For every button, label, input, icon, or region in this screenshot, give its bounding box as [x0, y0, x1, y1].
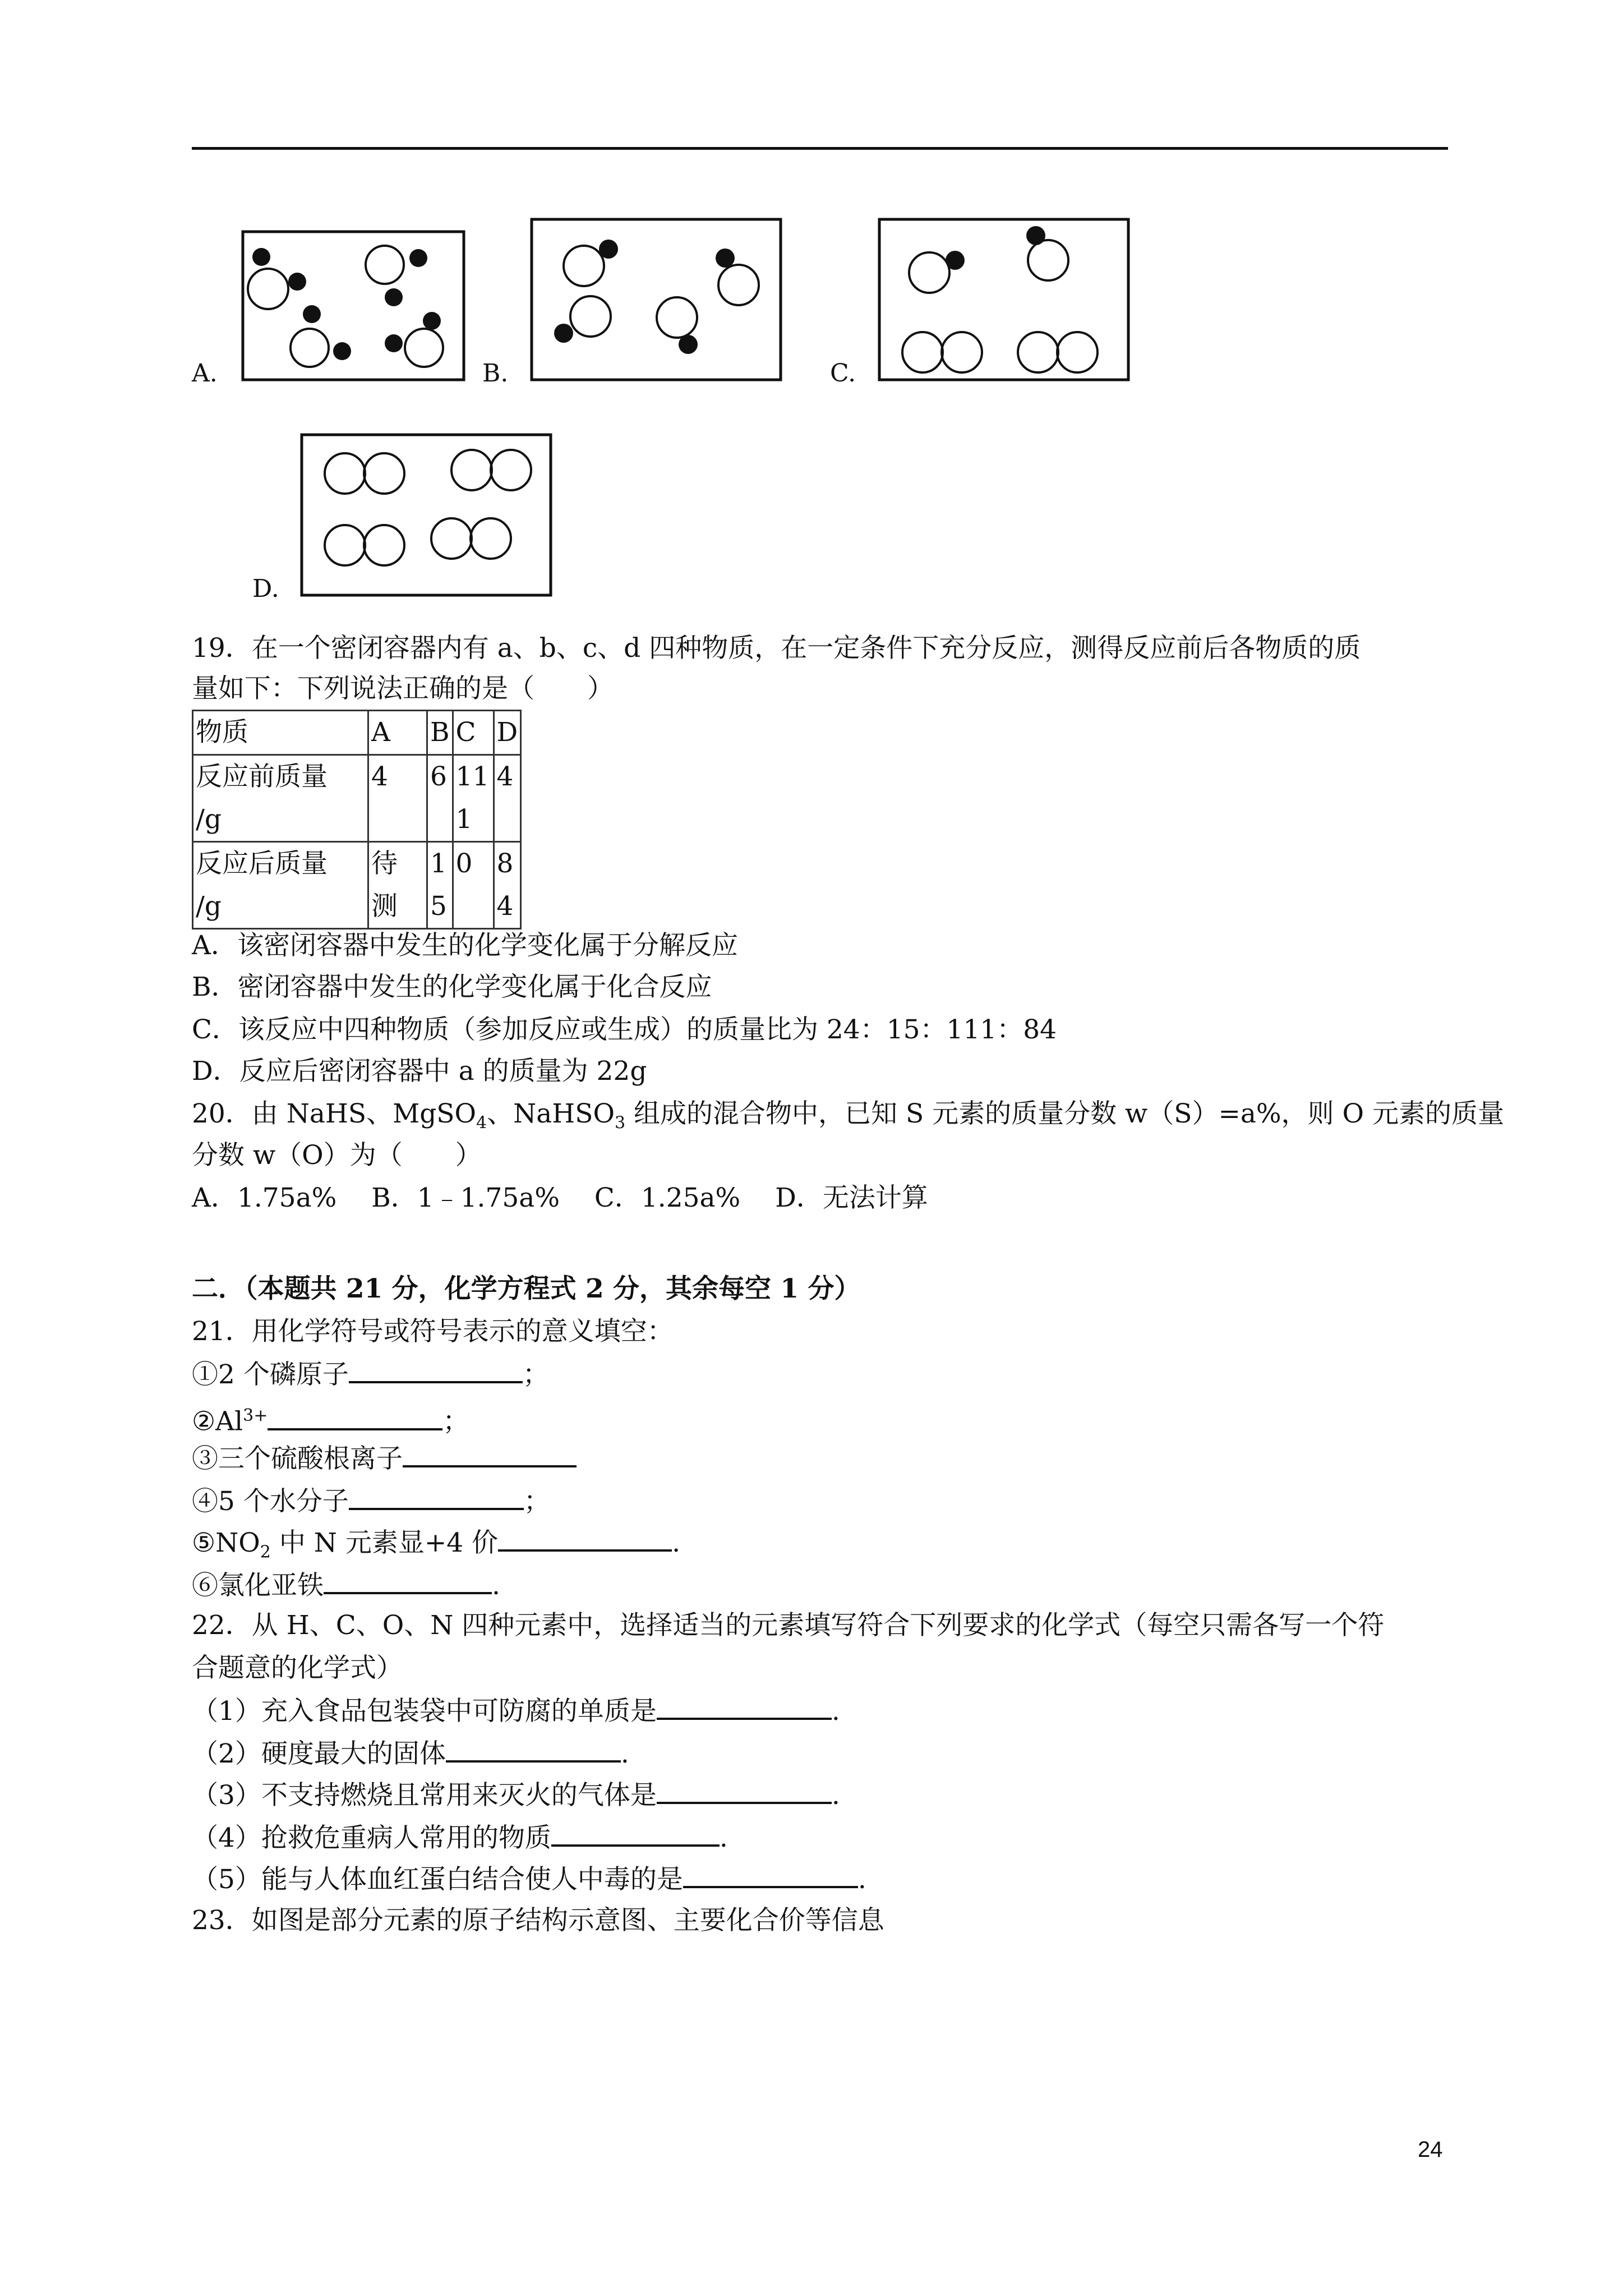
q21-title: 21．用化学符号或符号表示的意义填空： [192, 1316, 674, 1347]
q21-item-6: ⑥氯化亚铁 . [192, 1563, 500, 1607]
table-row-label: 反应前质量 /g [193, 755, 368, 842]
q22-item-3: （3）不支持燃烧且常用来灭火的气体是 . [192, 1773, 840, 1817]
header-rule [192, 147, 1448, 150]
q23-line1: 23．如图是部分元素的原子结构示意图、主要化合价等信息 [192, 1905, 884, 1936]
q19-line1: 19．在一个密闭容器内有 a、b、c、d 四种物质，在一定条件下充分反应，测得反应前后各物质的质 [192, 633, 1361, 664]
q22-item-1: （1）充入食品包装袋中可防腐的单质是 . [192, 1688, 840, 1733]
q21-item-5: $⑤NO_2$ 中 N 元素显+4 价 . [192, 1520, 680, 1573]
table-row-label: 反应后质量 /g [193, 842, 368, 929]
q22-line2: 合题意的化学式） [192, 1653, 403, 1683]
option-a-label: A. [192, 359, 218, 388]
q19-line2: 量如下：下列说法正确的是（ ） [192, 673, 614, 704]
table-header-row [193, 711, 521, 755]
section-2-heading: 二．（本题共 21 分，化学方程式 2 分，其余每空 1 分） [192, 1273, 861, 1304]
q19-option-d: D．反应后密闭容器中 a 的质量为 22g [192, 1056, 647, 1087]
table-header-cell: B [427, 711, 453, 755]
table-row [193, 842, 521, 929]
table-cell: 4 [368, 755, 427, 842]
answer-blank[interactable] [657, 1688, 832, 1720]
table-cell: 8 4 [494, 842, 521, 929]
q22-line1: 22．从 H、C、O、N 四种元素中，选择适当的元素填写符合下列要求的化学式（每空只需各写一个符 [192, 1610, 1385, 1641]
option-c-diagram [878, 218, 1130, 381]
answer-blank[interactable] [683, 1857, 858, 1888]
q19-option-c: C．该反应中四种物质（参加反应或生成）的质量比为 24：15：111：84 [192, 1014, 1057, 1045]
table-header-cell: D [494, 711, 521, 755]
q20-line1: 20．由 NaHS、MgSO$_4$、NaHSO$_3$ 组成的混合物中，已知 S 元素的质量分数 w（S）=a%，则 O 元素的质量 [192, 1098, 1504, 1133]
answer-blank[interactable] [403, 1436, 577, 1467]
option-d-label: D. [252, 574, 279, 603]
q20-line2: 分数 w（O）为（ ） [192, 1140, 482, 1171]
q22-item-5: （5）能与人体血红蛋白结合使人中毒的是 . [192, 1857, 866, 1901]
table-header-cell: 物质 [193, 711, 368, 755]
page-number: 24 [1418, 2137, 1443, 2162]
q19-option-a: A．该密闭容器中发生的化学变化属于分解反应 [192, 930, 738, 961]
answer-blank[interactable] [349, 1352, 523, 1383]
q21-item-1: ①2 个磷原子 ； [192, 1352, 549, 1396]
table-cell: 1 5 [427, 842, 453, 929]
table-header-cell: C [453, 711, 494, 755]
q22-item-2: （2）硬度最大的固体 . [192, 1731, 629, 1775]
q19-option-b: B．密闭容器中发生的化学变化属于化合反应 [192, 972, 712, 1002]
q21-item-3: ③三个硫酸根离子 [192, 1436, 577, 1480]
q21-item-4: ④5 个水分子 ； [192, 1479, 550, 1523]
table-cell: 待 测 [368, 842, 427, 929]
mass-table [192, 710, 522, 930]
q20-options: A．1.75a% B．1﹣1.75a% C．1.25a% D．无法计算 [192, 1182, 928, 1213]
answer-blank[interactable] [446, 1731, 621, 1763]
table-cell: 4 [494, 755, 521, 842]
option-b-diagram [530, 218, 782, 381]
answer-blank[interactable] [551, 1815, 720, 1847]
option-d-diagram [300, 433, 552, 597]
table-cell: 0 [453, 842, 494, 929]
table-cell: 6 [427, 755, 453, 842]
answer-blank[interactable] [498, 1520, 672, 1552]
table-header-cell: A [368, 711, 427, 755]
table-row [193, 755, 521, 842]
table-cell: 11 1 [453, 755, 494, 842]
answer-blank[interactable] [268, 1399, 442, 1430]
answer-blank[interactable] [657, 1773, 832, 1804]
q21-item-2: $②Al^{3+}$ ； [192, 1395, 469, 1443]
option-b-label: B. [482, 359, 509, 388]
option-a-diagram [241, 230, 465, 381]
option-c-label: C. [830, 359, 856, 388]
answer-blank[interactable] [324, 1563, 492, 1594]
answer-blank[interactable] [349, 1479, 524, 1510]
q22-item-4: （4）抢救危重病人常用的物质 . [192, 1815, 728, 1860]
